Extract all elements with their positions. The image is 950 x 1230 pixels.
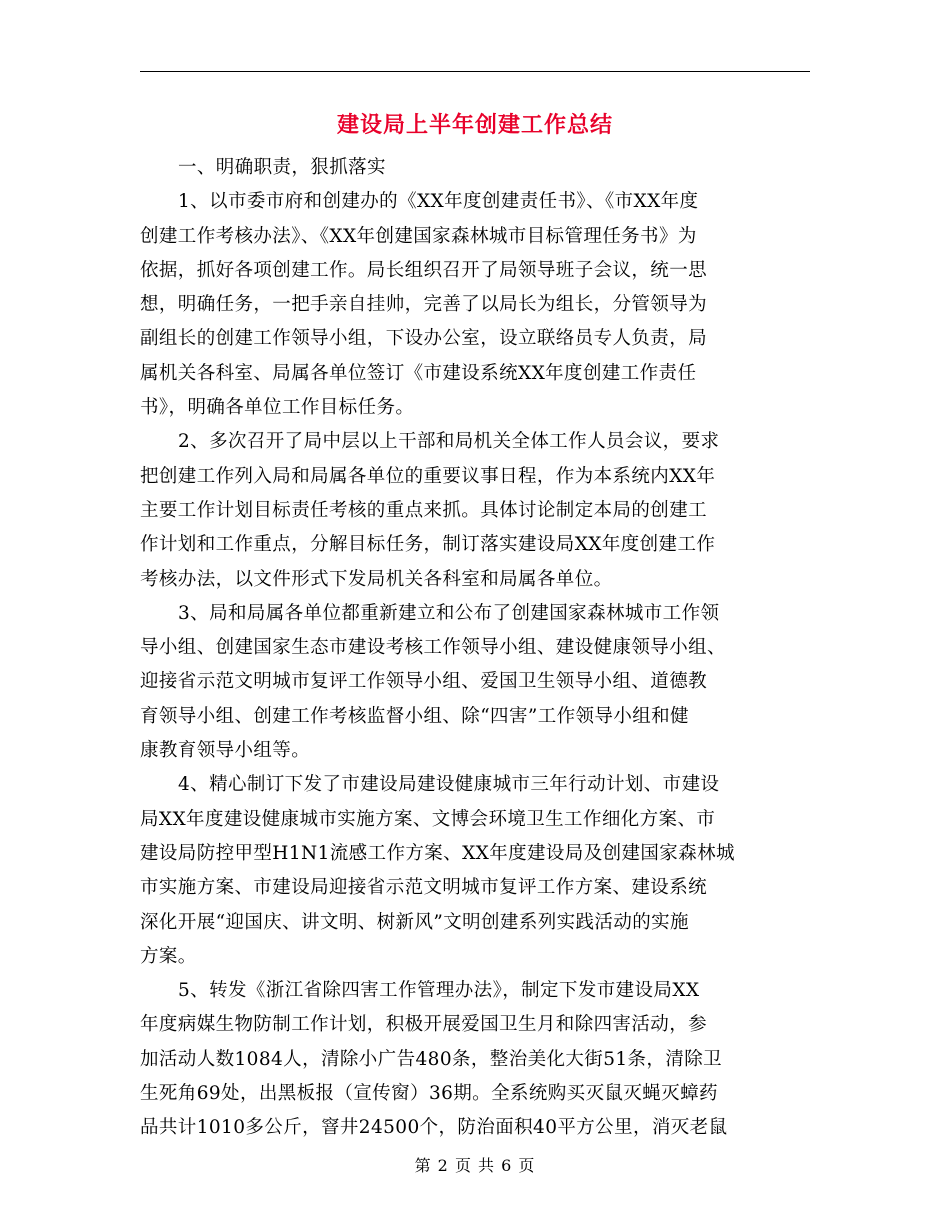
text-line: 方案。 xyxy=(140,945,197,967)
text-line: 建设局防控甲型H1N1流感工作方案、XX年度建设局及创建国家森林城 xyxy=(140,842,735,864)
text-line: 书》，明确各单位工作目标任务。 xyxy=(140,397,415,419)
text-line: 想，明确任务，一把手亲自挂帅，完善了以局长为组长，分管领导为 xyxy=(140,294,708,316)
text-line: 育领导小组、创建工作考核监督小组、除“四害”工作领导小组和健 xyxy=(140,705,689,727)
text-line: 依据，抓好各项创建工作。局长组织召开了局领导班子会议，统一思 xyxy=(140,259,708,281)
text-line: 加活动人数1084人，清除小广告480条，整治美化大街51条，清除卫 xyxy=(140,1048,723,1070)
text-line: 深化开展“迎国庆、讲文明、树新风”文明创建系列实践活动的实施 xyxy=(140,911,689,933)
text-line: 市实施方案、市建设局迎接省示范文明城市复评工作方案、建设系统 xyxy=(140,877,708,899)
text-line: 局XX年度建设健康城市实施方案、文博会环境卫生工作细化方案、市 xyxy=(140,808,716,830)
text-line: 生死角69处，出黑板报（宣传窗）36期。全系统购买灭鼠灭蝇灭蟑药 xyxy=(140,1083,718,1105)
page-footer: 第 2 页 共 6 页 xyxy=(414,1156,536,1175)
text-line: 一、明确职责，狠抓落实 xyxy=(178,157,386,178)
text-line: 1、以市委市府和创建办的《XX年度创建责任书》、《市XX年度 xyxy=(178,191,699,213)
text-line: 创建工作考核办法》、《XX年创建国家森林城市目标管理任务书》为 xyxy=(140,225,697,247)
text-line: 属机关各科室、局属各单位签订《市建设系统XX年度创建工作责任 xyxy=(140,362,697,384)
text-line: 考核办法，以文件形式下发局机关各科室和局属各单位。 xyxy=(140,568,613,590)
text-line: 年度病媒生物防制工作计划，积极开展爱国卫生月和除四害活动，参 xyxy=(140,1014,708,1036)
text-line: 4、精心制订下发了市建设局建设健康城市三年行动计划、市建设 xyxy=(178,774,720,796)
document-title: 建设局上半年创建工作总结 xyxy=(336,113,613,138)
text-line: 品共计1010多公斤，窨井24500个，防治面积40平方公里，消灭老鼠 xyxy=(140,1117,728,1139)
text-line: 导小组、创建国家生态市建设考核工作领导小组、建设健康领导小组、 xyxy=(140,637,726,659)
document-body xyxy=(140,151,820,1146)
text-line: 副组长的创建工作领导小组，下设办公室，设立联络员专人负责，局 xyxy=(140,328,708,350)
text-line: 迎接省示范文明城市复评工作领导小组、爱国卫生领导小组、道德教 xyxy=(140,671,708,693)
text-line: 2、多次召开了局中层以上干部和局机关全体工作人员会议，要求 xyxy=(178,431,720,453)
text-line: 5、转发《浙江省除四害工作管理办法》，制定下发市建设局XX xyxy=(178,980,700,1002)
text-line: 康教育领导小组等。 xyxy=(140,740,311,762)
text-line: 把创建工作列入局和局属各单位的重要议事日程，作为本系统内XX年 xyxy=(140,465,716,487)
text-line: 作计划和工作重点，分解目标任务，制订落实建设局XX年度创建工作 xyxy=(140,534,716,556)
text-line: 3、局和局属各单位都重新建立和公布了创建国家森林城市工作领 xyxy=(178,602,720,624)
text-line: 主要工作计划目标责任考核的重点来抓。具体讨论制定本局的创建工 xyxy=(140,499,708,521)
header-rule xyxy=(140,71,810,72)
